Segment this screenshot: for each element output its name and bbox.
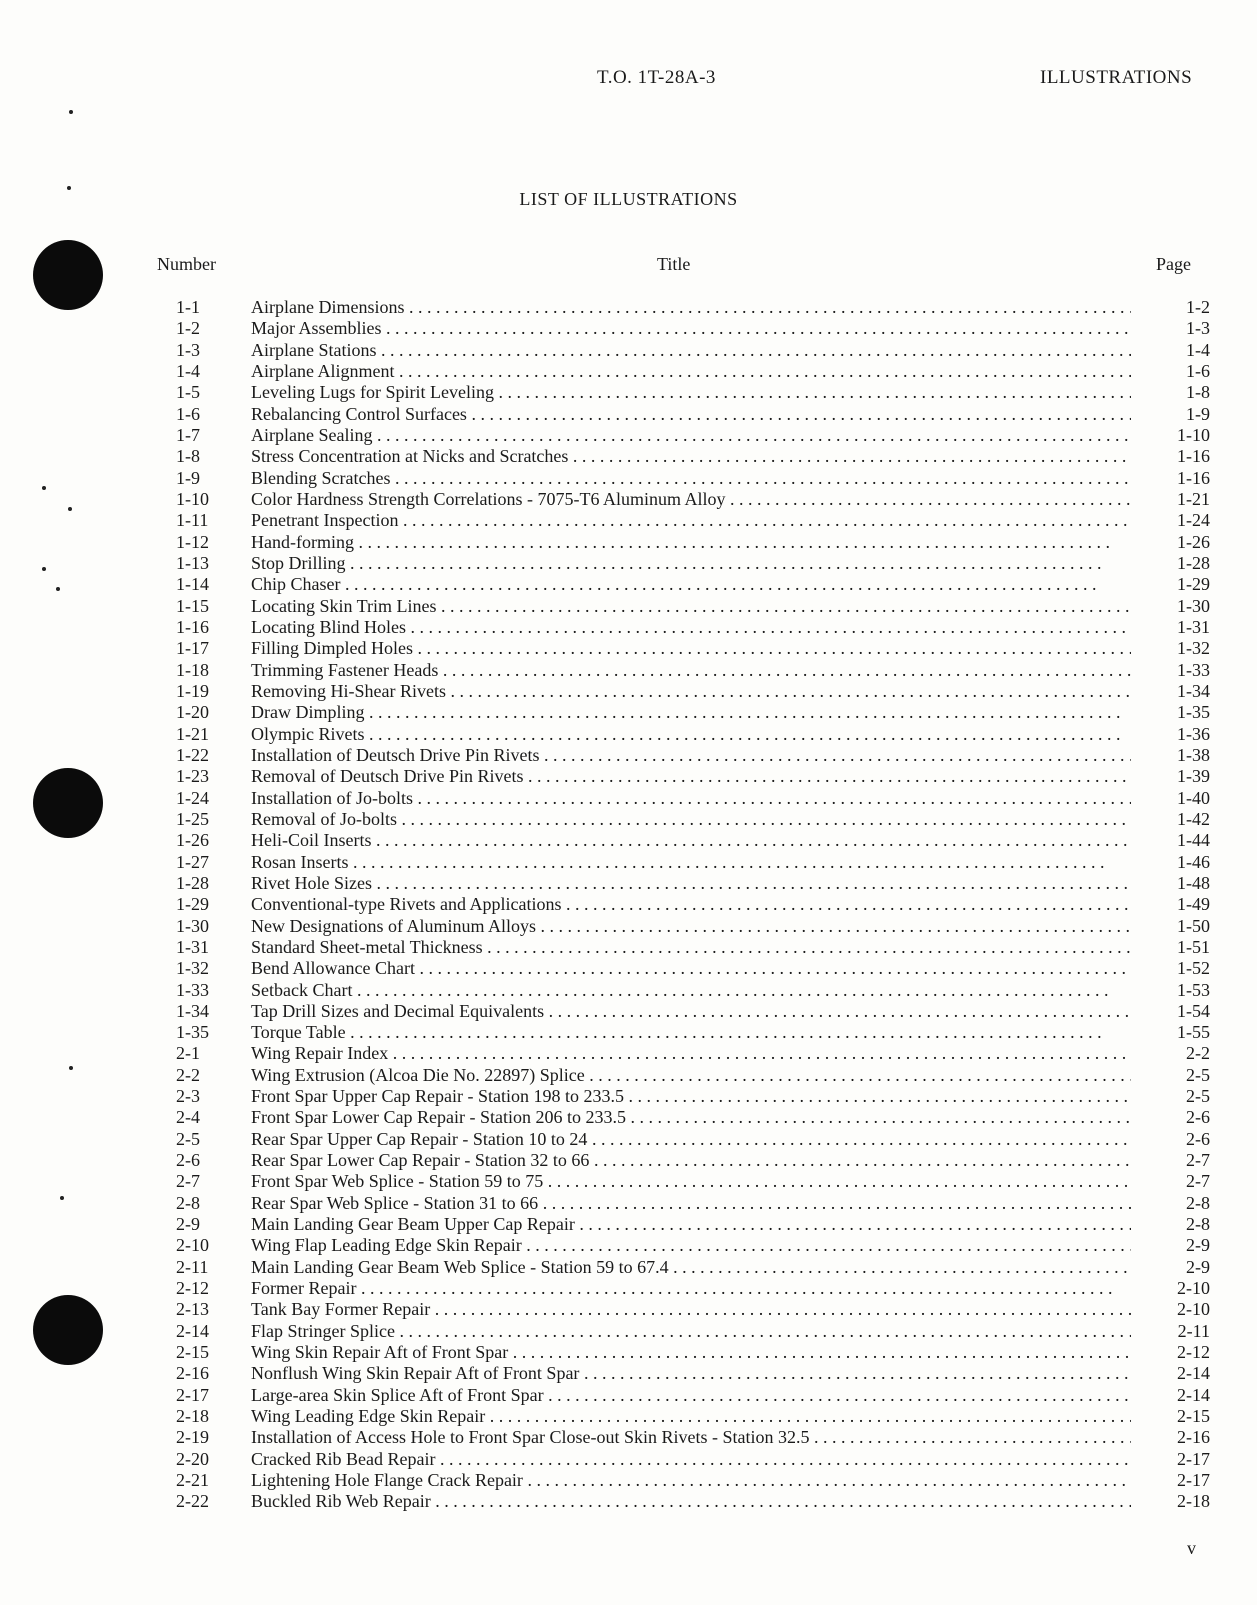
list-item xyxy=(0,446,1257,467)
entry-page: 1-51 xyxy=(1148,937,1210,958)
entry-page: 1-16 xyxy=(1148,446,1210,467)
entry-title: Filling Dimpled Holes . . . xyxy=(251,638,1131,659)
entry-page: 1-49 xyxy=(1148,894,1210,915)
entry-number: 1-24 xyxy=(176,787,209,808)
list-item xyxy=(0,553,1257,574)
entry-number: 1-8 xyxy=(176,446,200,467)
entry-page: 1-8 xyxy=(1148,382,1210,403)
entry-number: 1-3 xyxy=(176,339,200,360)
entry-title: Airplane Alignment . . . xyxy=(251,361,1131,382)
entry-title: Bend Allowance Chart . . . xyxy=(251,958,1131,979)
list-item xyxy=(0,318,1257,339)
entry-page: 2-9 xyxy=(1148,1257,1210,1278)
entry-page: 2-10 xyxy=(1148,1278,1210,1299)
list-item xyxy=(0,681,1257,702)
entry-title: Front Spar Upper Cap Repair - Station 198 to 233.5 . . . xyxy=(251,1086,1131,1107)
entry-title: Installation of Access Hole to Front Spar Close-out Skin Rivets - Station 32.5 . . . xyxy=(251,1427,1131,1448)
entry-page: 2-17 xyxy=(1148,1470,1210,1491)
entry-number: 1-34 xyxy=(176,1000,209,1021)
entry-title: Wing Flap Leading Edge Skin Repair . . . xyxy=(251,1235,1131,1256)
entry-page: 2-8 xyxy=(1148,1193,1210,1214)
entry-page: 2-7 xyxy=(1148,1171,1210,1192)
entry-title: Major Assemblies . . . xyxy=(251,318,1131,339)
entry-number: 1-2 xyxy=(176,318,200,339)
entry-number: 1-6 xyxy=(176,403,200,424)
entry-title: Standard Sheet-metal Thickness . . . xyxy=(251,937,1131,958)
entry-number: 1-15 xyxy=(176,595,209,616)
entry-title: Rosan Inserts . . . xyxy=(251,852,1131,873)
entry-number: 1-26 xyxy=(176,830,209,851)
entry-page: 1-46 xyxy=(1148,852,1210,873)
entry-page: 1-31 xyxy=(1148,617,1210,638)
entry-number: 1-29 xyxy=(176,894,209,915)
entry-title: Locating Skin Trim Lines . . . xyxy=(251,596,1131,617)
entry-number: 1-35 xyxy=(176,1022,209,1043)
entry-title: Large-area Skin Splice Aft of Front Spar . . . xyxy=(251,1385,1131,1406)
entry-number: 1-23 xyxy=(176,766,209,787)
entry-page: 1-54 xyxy=(1148,1001,1210,1022)
entry-page: 2-5 xyxy=(1148,1065,1210,1086)
entry-page: 1-3 xyxy=(1148,318,1210,339)
entry-number: 1-31 xyxy=(176,936,209,957)
entry-title: Stress Concentration at Nicks and Scratches . . . xyxy=(251,446,1131,467)
entry-title: Rear Spar Lower Cap Repair - Station 32 to 66 . . . xyxy=(251,1150,1131,1171)
list-item xyxy=(0,873,1257,894)
entry-title: Hand-forming . . . xyxy=(251,532,1131,553)
entry-number: 1-4 xyxy=(176,360,200,381)
list-item xyxy=(0,1235,1257,1256)
list-item xyxy=(0,1257,1257,1278)
entry-title: Front Spar Web Splice - Station 59 to 75 . . . xyxy=(251,1171,1131,1192)
list-item xyxy=(0,1107,1257,1128)
entry-number: 2-4 xyxy=(176,1107,200,1128)
entry-page: 2-8 xyxy=(1148,1214,1210,1235)
entry-title: Stop Drilling . . . xyxy=(251,553,1131,574)
entry-title: Torque Table . . . xyxy=(251,1022,1131,1043)
entry-number: 2-16 xyxy=(176,1363,209,1384)
entry-title: Airplane Dimensions . . . xyxy=(251,297,1131,318)
list-item xyxy=(0,766,1257,787)
entry-number: 2-8 xyxy=(176,1192,200,1213)
entry-page: 1-16 xyxy=(1148,468,1210,489)
entry-title: Removal of Jo-bolts . . . xyxy=(251,809,1131,830)
entry-number: 1-30 xyxy=(176,915,209,936)
section-title: ILLUSTRATIONS xyxy=(1040,67,1193,88)
list-item xyxy=(0,532,1257,553)
entry-title: Installation of Deutsch Drive Pin Rivets . . . xyxy=(251,745,1131,766)
entry-number: 1-33 xyxy=(176,979,209,1000)
entry-number: 1-32 xyxy=(176,958,209,979)
entry-title: Flap Stringer Splice . . . xyxy=(251,1321,1131,1342)
list-item xyxy=(0,852,1257,873)
entry-number: 2-18 xyxy=(176,1406,209,1427)
entry-title: New Designations of Aluminum Alloys . . . xyxy=(251,916,1131,937)
list-item xyxy=(0,958,1257,979)
entry-page: 1-30 xyxy=(1148,596,1210,617)
list-item xyxy=(0,1385,1257,1406)
entry-title: Cracked Rib Bead Repair . . . xyxy=(251,1449,1131,1470)
list-item xyxy=(0,1193,1257,1214)
illustrations-list xyxy=(0,297,1257,1513)
entry-number: 1-5 xyxy=(176,382,200,403)
entry-number: 2-10 xyxy=(176,1235,209,1256)
list-item xyxy=(0,297,1257,318)
list-item xyxy=(0,809,1257,830)
entry-number: 1-20 xyxy=(176,702,209,723)
entry-title: Removal of Deutsch Drive Pin Rivets . . . xyxy=(251,766,1131,787)
entry-number: 1-19 xyxy=(176,680,209,701)
entry-page: 1-29 xyxy=(1148,574,1210,595)
list-item xyxy=(0,1129,1257,1150)
list-item xyxy=(0,1065,1257,1086)
list-item xyxy=(0,1171,1257,1192)
entry-page: 2-15 xyxy=(1148,1406,1210,1427)
entry-title: Conventional-type Rivets and Applications . . . xyxy=(251,894,1131,915)
entry-title: Installation of Jo-bolts . . . xyxy=(251,788,1131,809)
entry-number: 2-9 xyxy=(176,1214,200,1235)
list-item xyxy=(0,425,1257,446)
list-item xyxy=(0,1449,1257,1470)
list-item xyxy=(0,830,1257,851)
entry-title: Locating Blind Holes . . . xyxy=(251,617,1131,638)
entry-page: 1-26 xyxy=(1148,532,1210,553)
entry-title: Color Hardness Strength Correlations - 7075-T6 Aluminum Alloy . . . xyxy=(251,489,1131,510)
column-header-number: Number xyxy=(157,254,216,274)
column-header-page: Page xyxy=(1156,254,1191,274)
entry-number: 2-12 xyxy=(176,1278,209,1299)
list-item xyxy=(0,638,1257,659)
entry-title: Removing Hi-Shear Rivets . . . xyxy=(251,681,1131,702)
entry-title: Rebalancing Control Surfaces . . . xyxy=(251,404,1131,425)
list-item xyxy=(0,1278,1257,1299)
entry-page: 1-50 xyxy=(1148,916,1210,937)
entry-number: 2-1 xyxy=(176,1043,200,1064)
entry-number: 2-3 xyxy=(176,1086,200,1107)
list-item xyxy=(0,1022,1257,1043)
list-item xyxy=(0,1150,1257,1171)
entry-title: Olympic Rivets . . . xyxy=(251,724,1131,745)
list-item xyxy=(0,916,1257,937)
entry-number: 1-7 xyxy=(176,424,200,445)
list-item xyxy=(0,1001,1257,1022)
entry-page: 1-40 xyxy=(1148,788,1210,809)
list-item xyxy=(0,980,1257,1001)
entry-title: Heli-Coil Inserts . . . xyxy=(251,830,1131,851)
entry-number: 1-27 xyxy=(176,851,209,872)
entry-number: 2-14 xyxy=(176,1320,209,1341)
list-item xyxy=(0,724,1257,745)
entry-number: 2-19 xyxy=(176,1427,209,1448)
list-item xyxy=(0,574,1257,595)
entry-page: 1-38 xyxy=(1148,745,1210,766)
entry-title: Tap Drill Sizes and Decimal Equivalents . . . xyxy=(251,1001,1131,1022)
list-item xyxy=(0,468,1257,489)
entry-number: 1-10 xyxy=(176,488,209,509)
entry-number: 2-15 xyxy=(176,1342,209,1363)
entry-number: 2-5 xyxy=(176,1128,200,1149)
entry-page: 1-10 xyxy=(1148,425,1210,446)
list-item xyxy=(0,1299,1257,1320)
entry-page: 2-5 xyxy=(1148,1086,1210,1107)
entry-title: Wing Leading Edge Skin Repair . . . xyxy=(251,1406,1131,1427)
entry-number: 2-7 xyxy=(176,1171,200,1192)
entry-page: 2-16 xyxy=(1148,1427,1210,1448)
entry-number: 1-1 xyxy=(176,297,200,317)
entry-page: 2-7 xyxy=(1148,1150,1210,1171)
entry-number: 1-25 xyxy=(176,808,209,829)
list-item xyxy=(0,745,1257,766)
entry-page: 1-35 xyxy=(1148,702,1210,723)
entry-title: Chip Chaser . . . xyxy=(251,574,1131,595)
entry-title: Main Landing Gear Beam Web Splice - Station 59 to 67.4 . . . xyxy=(251,1257,1131,1278)
entry-title: Draw Dimpling . . . xyxy=(251,702,1131,723)
entry-page: 1-52 xyxy=(1148,958,1210,979)
entry-title: Setback Chart . . . xyxy=(251,980,1131,1001)
entry-number: 2-21 xyxy=(176,1470,209,1491)
entry-page: 2-10 xyxy=(1148,1299,1210,1320)
entry-title: Trimming Fastener Heads . . . xyxy=(251,660,1131,681)
entry-number: 1-28 xyxy=(176,872,209,893)
entry-number: 1-21 xyxy=(176,723,209,744)
entry-number: 2-11 xyxy=(176,1256,209,1277)
list-item xyxy=(0,788,1257,809)
entry-number: 2-22 xyxy=(176,1491,209,1512)
entry-number: 2-20 xyxy=(176,1448,209,1469)
entry-page: 2-9 xyxy=(1148,1235,1210,1256)
list-item xyxy=(0,596,1257,617)
entry-page: 2-2 xyxy=(1148,1043,1210,1064)
entry-title: Rear Spar Upper Cap Repair - Station 10 to 24 . . . xyxy=(251,1129,1131,1150)
entry-number: 2-2 xyxy=(176,1064,200,1085)
entry-number: 1-18 xyxy=(176,659,209,680)
list-item xyxy=(0,937,1257,958)
entry-title: Former Repair . . . xyxy=(251,1278,1131,1299)
entry-page: 1-6 xyxy=(1148,361,1210,382)
list-item xyxy=(0,617,1257,638)
entry-number: 2-13 xyxy=(176,1299,209,1320)
entry-page: 1-34 xyxy=(1148,681,1210,702)
entry-page: 1-24 xyxy=(1148,510,1210,531)
entry-number: 1-13 xyxy=(176,552,209,573)
entry-title: Rear Spar Web Splice - Station 31 to 66 . . . xyxy=(251,1193,1131,1214)
entry-title: Wing Repair Index . . . xyxy=(251,1043,1131,1064)
list-item xyxy=(0,1491,1257,1512)
entry-title: Buckled Rib Web Repair . . . xyxy=(251,1491,1131,1512)
list-item xyxy=(0,1406,1257,1427)
entry-page: 2-14 xyxy=(1148,1363,1210,1384)
entry-page: 1-53 xyxy=(1148,980,1210,1001)
entry-page: 1-44 xyxy=(1148,830,1210,851)
list-item xyxy=(0,382,1257,403)
entry-page: 1-36 xyxy=(1148,724,1210,745)
entry-number: 1-16 xyxy=(176,616,209,637)
entry-page: 2-11 xyxy=(1148,1321,1210,1342)
list-item xyxy=(0,1086,1257,1107)
column-header-title: Title xyxy=(657,254,691,274)
list-item xyxy=(0,1043,1257,1064)
entry-number: 2-17 xyxy=(176,1384,209,1405)
entry-number: 1-14 xyxy=(176,574,209,595)
entry-page: 1-39 xyxy=(1148,766,1210,787)
entry-title: Airplane Stations . . . xyxy=(251,340,1131,361)
page-title: LIST OF ILLUSTRATIONS xyxy=(519,189,738,209)
entry-number: 2-6 xyxy=(176,1150,200,1171)
entry-page: 2-17 xyxy=(1148,1449,1210,1470)
entry-page: 2-18 xyxy=(1148,1491,1210,1512)
list-item xyxy=(0,1342,1257,1363)
list-item xyxy=(0,1214,1257,1235)
entry-page: 1-48 xyxy=(1148,873,1210,894)
list-item xyxy=(0,489,1257,510)
list-item xyxy=(0,340,1257,361)
entry-page: 1-33 xyxy=(1148,660,1210,681)
entry-page: 1-32 xyxy=(1148,638,1210,659)
entry-title: Nonflush Wing Skin Repair Aft of Front Spar . . . xyxy=(251,1363,1131,1384)
entry-title: Rivet Hole Sizes . . . xyxy=(251,873,1131,894)
entry-title: Wing Skin Repair Aft of Front Spar . . . xyxy=(251,1342,1131,1363)
entry-page: 1-9 xyxy=(1148,404,1210,425)
entry-page: 1-28 xyxy=(1148,553,1210,574)
entry-page: 1-4 xyxy=(1148,340,1210,361)
list-item xyxy=(0,1363,1257,1384)
entry-title: Tank Bay Former Repair . . . xyxy=(251,1299,1131,1320)
entry-page: 1-42 xyxy=(1148,809,1210,830)
list-item xyxy=(0,660,1257,681)
list-item xyxy=(0,510,1257,531)
page-number: v xyxy=(1187,1538,1196,1558)
list-item xyxy=(0,894,1257,915)
entry-page: 2-6 xyxy=(1148,1107,1210,1128)
entry-title: Lightening Hole Flange Crack Repair . . . xyxy=(251,1470,1131,1491)
entry-number: 1-9 xyxy=(176,467,200,488)
list-item xyxy=(0,702,1257,723)
entry-title: Front Spar Lower Cap Repair - Station 206 to 233.5 . . . xyxy=(251,1107,1131,1128)
entry-page: 2-14 xyxy=(1148,1385,1210,1406)
entry-title: Leveling Lugs for Spirit Leveling . . . xyxy=(251,382,1131,403)
entry-number: 1-17 xyxy=(176,638,209,659)
entry-title: Penetrant Inspection . . . xyxy=(251,510,1131,531)
list-item xyxy=(0,404,1257,425)
entry-number: 1-12 xyxy=(176,531,209,552)
document-number: T.O. 1T-28A-3 xyxy=(597,67,716,88)
entry-number: 1-11 xyxy=(176,510,209,531)
list-item xyxy=(0,361,1257,382)
entry-page: 1-21 xyxy=(1148,489,1210,510)
entry-page: 1-55 xyxy=(1148,1022,1210,1043)
entry-page: 2-6 xyxy=(1148,1129,1210,1150)
list-item xyxy=(0,1427,1257,1448)
entry-title: Blending Scratches . . . xyxy=(251,468,1131,489)
entry-title: Main Landing Gear Beam Upper Cap Repair . . . xyxy=(251,1214,1131,1235)
list-item xyxy=(0,1321,1257,1342)
entry-page: 2-12 xyxy=(1148,1342,1210,1363)
entry-title: Wing Extrusion (Alcoa Die No. 22897) Splice . . . xyxy=(251,1065,1131,1086)
list-item xyxy=(0,1470,1257,1491)
margin-speck xyxy=(69,110,73,114)
entry-page: 1-2 xyxy=(1148,297,1210,318)
entry-title: Airplane Sealing . . . xyxy=(251,425,1131,446)
entry-number: 1-22 xyxy=(176,744,209,765)
